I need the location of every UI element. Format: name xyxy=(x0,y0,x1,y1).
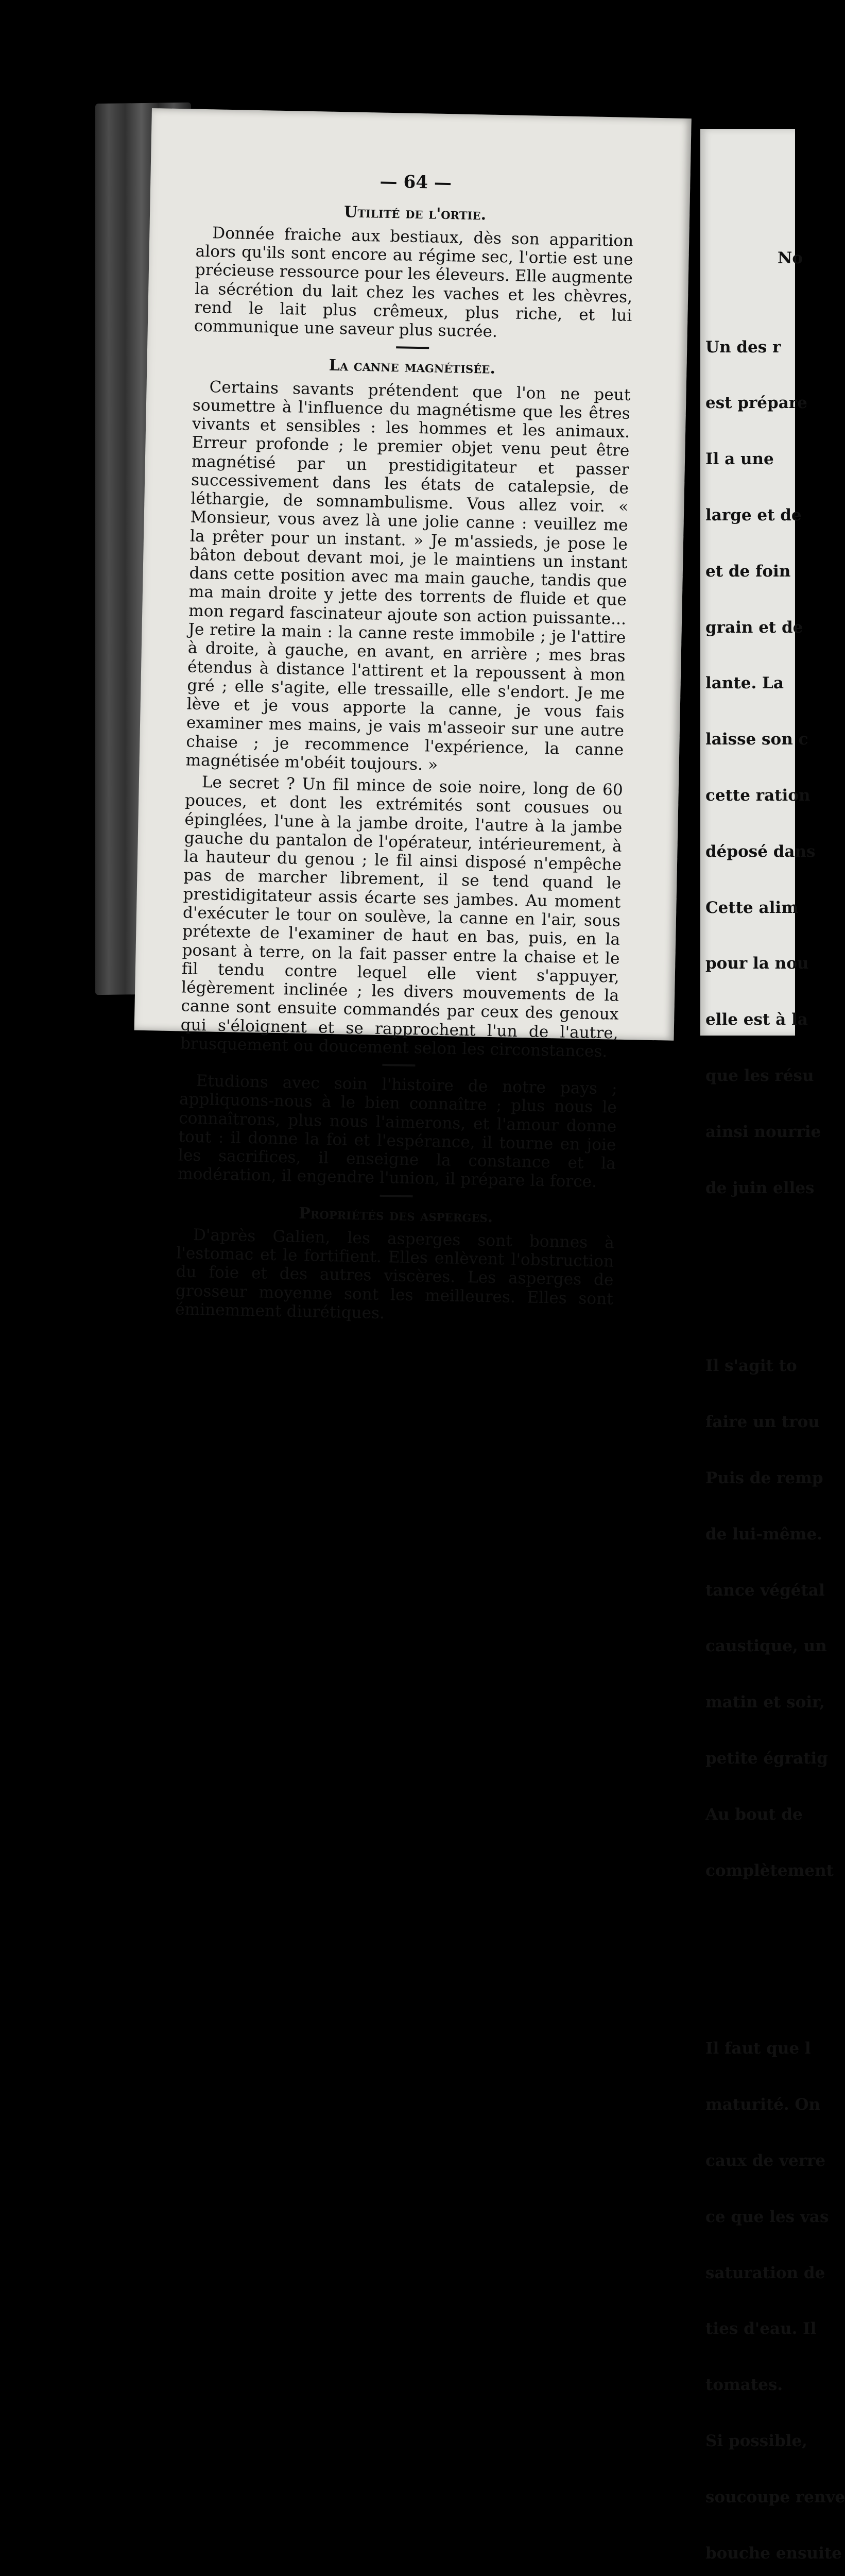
right-line: elle est à la xyxy=(705,1010,808,1029)
right-line: Puis de remp xyxy=(705,1469,823,1487)
section-divider xyxy=(382,1064,415,1066)
section-divider xyxy=(396,347,429,349)
right-line: Il faut que l xyxy=(705,2039,811,2058)
right-line: Il a une xyxy=(705,450,774,469)
left-page xyxy=(134,108,692,1323)
right-line: de lui-même. xyxy=(705,1524,822,1544)
right-line: caux de verre xyxy=(705,2151,826,2171)
right-line: pour la nou xyxy=(705,954,809,973)
paragraph-ortie: Donnée fraiche aux bestiaux, dès son apparition alors qu'ils sont encore au régime sec, l'ortie est une précieuse ressource pour les éleveurs. Elle augmente la sécrétion du lait chez les vaches et les chèvres, rend le lait plus crêmeux, plus riche, et lui communique une saveur plus sucrée. xyxy=(194,224,634,342)
right-line: saturation de xyxy=(705,2263,825,2282)
right-line: tance végétal xyxy=(705,1581,825,1600)
section-title-asperges: Propriétés des asperges. xyxy=(298,1204,493,1226)
left-page-content xyxy=(175,168,635,1330)
right-line: bouche ensuite xyxy=(705,2544,842,2563)
section-title-ortie: Utilité de l'ortie. xyxy=(343,202,487,224)
right-line: laisse son c xyxy=(705,730,808,749)
paragraph-asperges: D'après Galien, les asperges sont bonnes à l'estomac et le fortifient. Elles enlèvent l'obstruction du foie et des autres viscères. Les asperges de grosseur moyenne sont les meilleures. Elles sont éminemment diurétiques. xyxy=(175,1225,615,1323)
right-line: soucoupe renve xyxy=(705,2487,845,2506)
right-line: petite égratig xyxy=(705,1749,828,1768)
right-line: complètement xyxy=(705,1861,834,1880)
right-line: lante. La xyxy=(705,674,784,693)
paragraph-canne-2: Le secret ? Un fil mince de soie noire, long de 60 pouces, et dont les extrémités sont cousues ou épinglées, l'une à la jambe droite, l'autre à la jambe gauche du pantalon de l'opérateur, intérieurement, à la hauteur du genou ; le fil ainsi disposé n'empêche pas de marcher librement, il se tend quand le prestidigitateur assis écarte ses jambes. Au moment d'exécuter le tour on soulève, la canne en l'air, sous prétexte de l'examiner de haut en bas, puis, en la posant à terre, on la fait passer entre la chaise et le fil tendu contre lequel elle vient s'appuyer, légèrement inclinée ; les divers mouvements de la canne sont ensuite commandés par ceux des genoux qui s'éloignent et se rapprochent l'un de l'autre, brusquement ou doucement selon les circonstances. xyxy=(180,773,624,1061)
right-page-heading: No xyxy=(778,248,803,267)
right-line: Si possible, xyxy=(705,2432,807,2451)
section-divider xyxy=(380,1195,413,1197)
right-line: Cette alim xyxy=(705,898,798,917)
section-title-canne: La canne magnétisée. xyxy=(329,357,496,378)
right-line: caustique, un xyxy=(705,1637,827,1656)
right-line: ties d'eau. Il xyxy=(705,2319,817,2338)
right-line: matin et soir, xyxy=(705,1693,825,1712)
right-line: que les résu xyxy=(705,1066,814,1085)
right-gap xyxy=(705,1936,795,1984)
right-line: ce que les vas xyxy=(705,2207,829,2226)
right-line: Il s'agit to xyxy=(705,1357,797,1376)
right-line: et de foin xyxy=(705,562,791,581)
right-line: cette ration xyxy=(705,786,810,805)
right-line: faire un trou xyxy=(705,1413,820,1432)
right-page xyxy=(700,129,845,2563)
right-page-content xyxy=(705,211,845,2576)
right-line: de juin elles xyxy=(705,1178,815,1197)
page-number: — 64 — xyxy=(380,171,452,194)
right-line: ainsi nourrie xyxy=(705,1122,821,1141)
paragraph-histoire: Etudions avec soin l'histoire de notre pays ; appliquons-nous à le bien connaître ; plus nous le connaîtrons, plus nous l'aimerons, et l'amour donne tout : il donne la foi et l'espérance, il tourne en joie les sacrifices, il enseigne la constance et la modération, il engendre l'union, il prépare la force. xyxy=(177,1072,617,1192)
right-line: est prépare xyxy=(705,394,807,413)
right-line: grain et de xyxy=(705,618,803,637)
right-gap xyxy=(705,1253,795,1301)
right-line: Au bout de xyxy=(705,1805,803,1824)
right-line: maturité. On xyxy=(705,2095,821,2114)
right-line: déposé dans xyxy=(705,842,816,861)
right-line: large et de xyxy=(705,505,802,524)
paragraph-canne-1: Certains savants prétendent que l'on ne peut soumettre à l'influence du magnétisme que les êtres vivants et sensibles : les hommes et les animaux. Erreur profonde ; le premier objet venu peut être magnétisé par un prestidigitateur et passer successivement dans les états de catalepsie, de léthargie, de somnambulisme. Vous allez voir. « Monsieur, vous avez là une jolie canne : veuillez me la prêter pour un instant. » Je m'assieds, je pose le bâton debout devant moi, je le maintiens un instant dans cette position avec ma main gauche, tandis que ma main droite y jette des torrents de fluide et que mon regard fascinateur ajoute son action puissante... Je retire la main : la canne reste immobile ; je l'attire à droite, à gauche, en avant, en arrière ; mes bras étendus à distance l'attirent et la repoussent à mon gré ; elle s'agite, elle tressaille, elle s'endort. Je me lève et je vous apporte la canne, je vous fais examiner mes mains, je vais m'asseoir sur une autre chaise ; je recommence l'expérience, la canne magnétisée m'obéit toujours. » xyxy=(185,377,631,774)
right-line: Un des r xyxy=(705,337,781,357)
right-line: tomates. xyxy=(705,2376,783,2395)
